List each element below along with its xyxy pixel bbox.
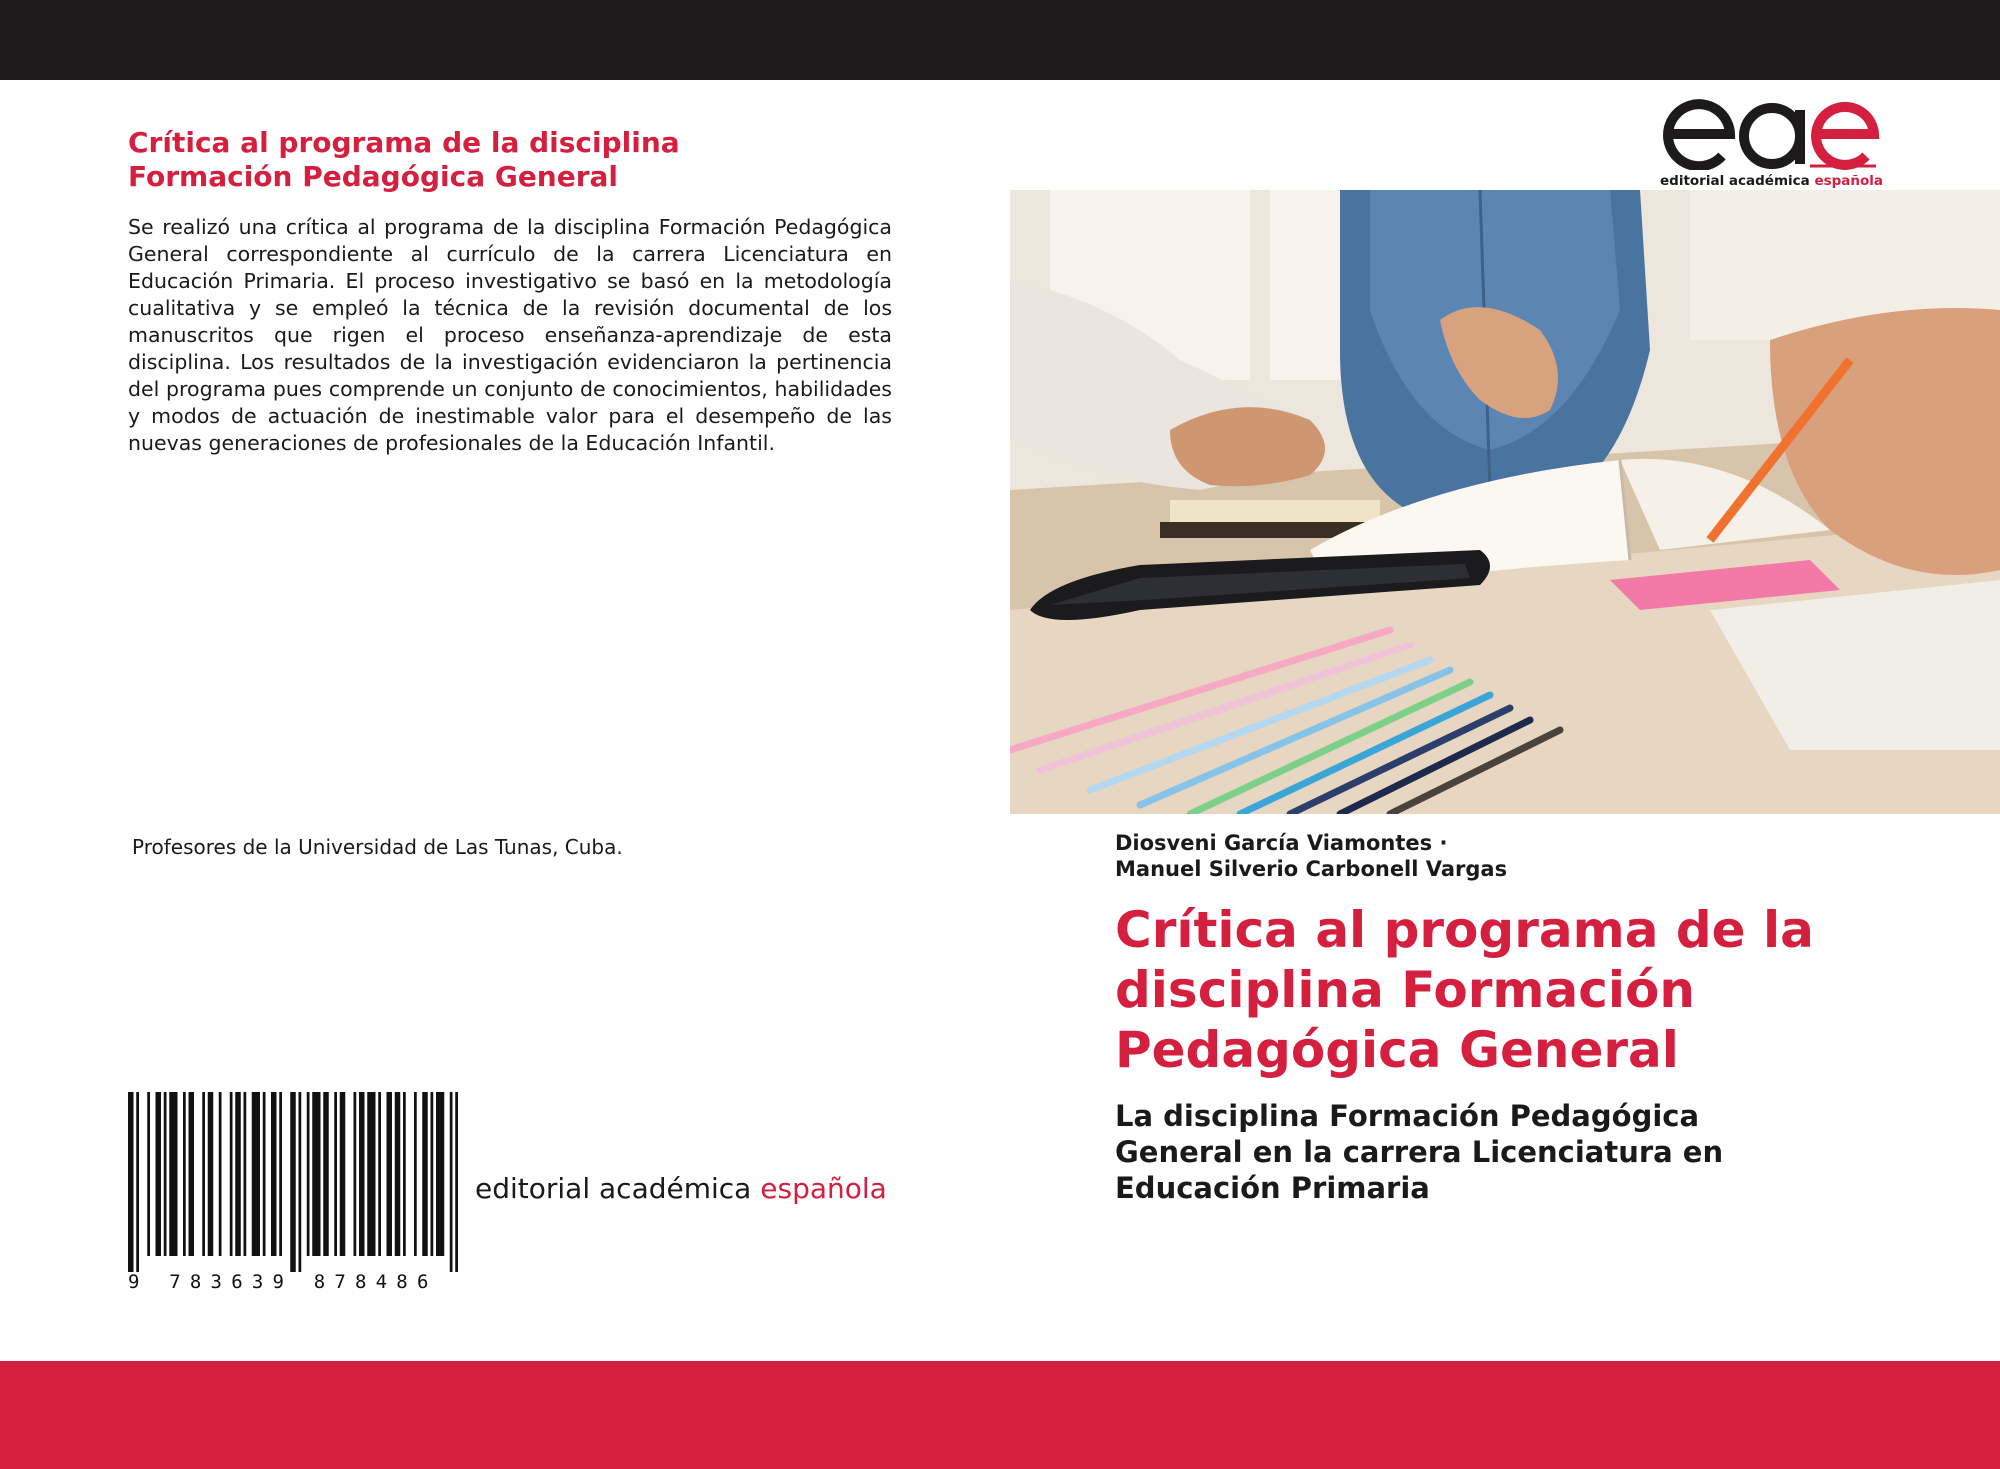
barcode-bar xyxy=(147,1092,150,1256)
students-study-photo xyxy=(1010,190,2000,814)
author-bio: Profesores de la Universidad de Las Tunas, Cuba. xyxy=(132,835,623,859)
front-title-line: disciplina Formación xyxy=(1115,961,1695,1019)
author-line: Manuel Silverio Carbonell Vargas xyxy=(1115,857,1508,881)
barcode-bar xyxy=(244,1092,247,1256)
barcode-bar xyxy=(359,1092,365,1256)
barcode-bar xyxy=(271,1092,277,1256)
barcode-bar xyxy=(436,1092,444,1256)
publisher-name-accent: española xyxy=(760,1172,887,1205)
authors xyxy=(1115,830,1975,882)
barcode-bar xyxy=(378,1092,381,1256)
barcode-bar xyxy=(202,1092,205,1256)
barcode-bar xyxy=(455,1092,458,1272)
publisher-logo xyxy=(1660,96,1882,196)
logo-caption xyxy=(1660,172,1882,190)
subtitle-line: La disciplina Formación Pedagógica xyxy=(1115,1099,1700,1133)
logo-caption-main: editorial académica xyxy=(1660,173,1810,189)
barcode-bar xyxy=(403,1092,406,1256)
isbn-barcode xyxy=(128,1092,458,1292)
back-cover-blurb: Se realizó una crítica al programa de la disciplina Formación Pedagógica General correspondiente al currículo de la carrera Licenciatura en Educación Primaria. El proceso investigativo se basó en la metodología cualitativa y se empleó la técnica de la revisión documental de los manuscritos que rigen el proceso enseñanza-aprendizaje de esta disciplina. Los resultados de la investigación evidenciaron la pertinencia del programa pues comprende un conjunto de conocimientos, habilidades y modos de actuación de inestimable valor para el desempeño de las nuevas generaciones de profesionales de la Educación Infantil. xyxy=(128,215,892,455)
barcode-bar xyxy=(230,1092,233,1256)
back-title-line: Crítica al programa de la disciplina xyxy=(128,126,680,159)
barcode-bar xyxy=(312,1092,320,1256)
barcode-bar xyxy=(219,1092,222,1256)
logo-caption-accent: española xyxy=(1814,173,1884,189)
barcode-bar xyxy=(189,1092,195,1256)
barcode-bar xyxy=(367,1092,375,1256)
front-cover-title xyxy=(1115,900,1995,1080)
front-title-line: Pedagógica General xyxy=(1115,1021,1679,1079)
barcode-bar xyxy=(414,1092,417,1256)
top-band xyxy=(0,0,2000,80)
subtitle-line: Educación Primaria xyxy=(1115,1171,1430,1205)
barcode-bar xyxy=(208,1092,214,1256)
barcode-bar xyxy=(450,1092,453,1272)
front-cover-subtitle xyxy=(1115,1098,1975,1206)
barcode-bar xyxy=(323,1092,329,1256)
barcode-bar xyxy=(395,1092,401,1256)
barcode-bar xyxy=(290,1092,296,1272)
barcode-bar xyxy=(128,1092,134,1272)
barcode-bar xyxy=(279,1092,282,1256)
barcode-bar xyxy=(299,1092,302,1272)
publisher-name xyxy=(475,1172,887,1206)
barcode-bar xyxy=(307,1092,310,1256)
barcode-bar xyxy=(156,1092,162,1256)
barcode-bar xyxy=(334,1092,337,1256)
isbn-digits: 9 783639 878486 xyxy=(128,1271,438,1293)
cover-photo xyxy=(1010,190,2000,814)
barcode-bar xyxy=(183,1092,186,1256)
barcode-bar xyxy=(263,1092,266,1256)
author-line: Diosveni García Viamontes · xyxy=(1115,831,1448,855)
barcode-bar xyxy=(354,1092,357,1256)
subtitle-line: General en la carrera Licenciatura en xyxy=(1115,1135,1724,1169)
barcode-bar xyxy=(422,1092,428,1256)
barcode-bar xyxy=(136,1092,139,1272)
barcode-bar xyxy=(340,1092,346,1256)
front-title-line: Crítica al programa de la xyxy=(1115,901,1814,959)
barcode-bar xyxy=(252,1092,260,1256)
bottom-band xyxy=(0,1361,2000,1469)
publisher-name-main: editorial académica xyxy=(475,1172,752,1205)
barcode-bar xyxy=(164,1092,167,1256)
eae-logo-icon xyxy=(1660,96,1882,170)
barcode-bar xyxy=(387,1092,393,1256)
barcode-bar xyxy=(169,1092,177,1256)
barcode-bar xyxy=(431,1092,434,1256)
barcode-bars xyxy=(128,1092,458,1272)
back-title-line: Formación Pedagógica General xyxy=(128,160,619,193)
back-cover-title xyxy=(128,126,848,194)
barcode-bar xyxy=(235,1092,241,1256)
